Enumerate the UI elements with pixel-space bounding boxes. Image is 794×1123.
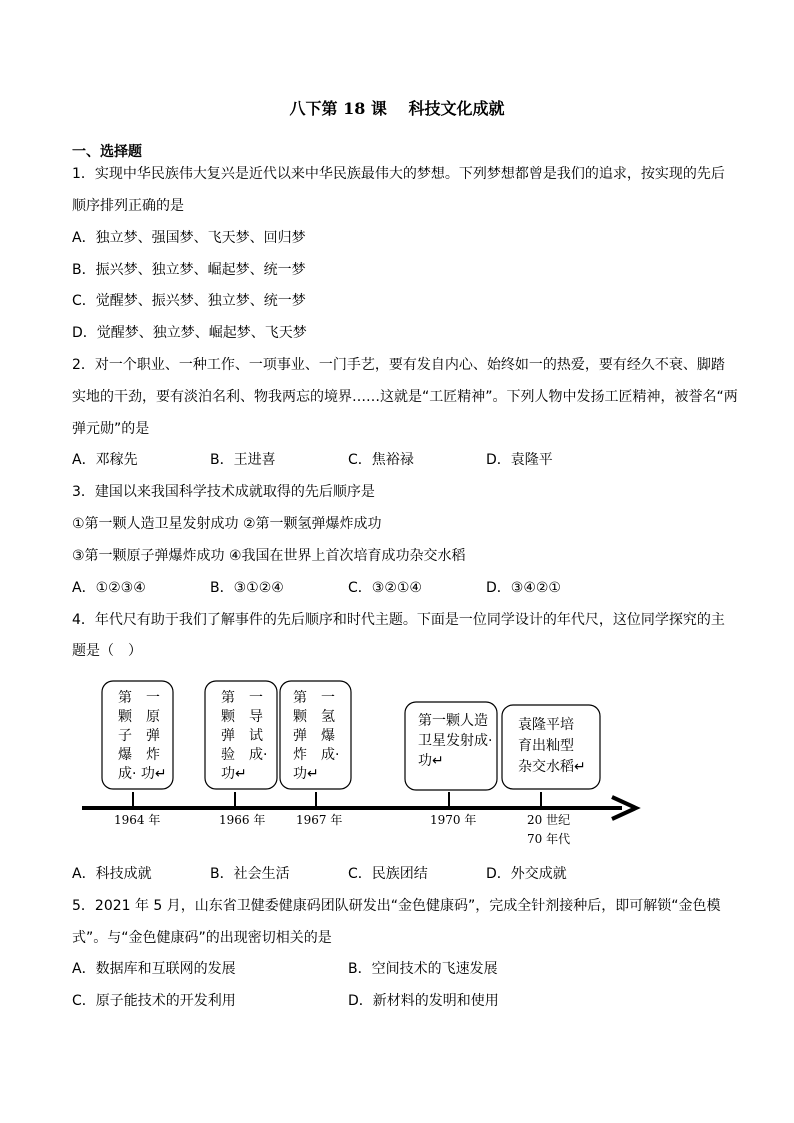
q2-option-c: C．焦裕禄 (348, 452, 414, 468)
q2-stem-line1: 2．对一个职业、一种工作、一项事业、一门手艺，要有发自内心、始终如一的热爱，要有经久不衰、脚踏 (72, 357, 725, 373)
timeline-box-2-line-3: 弹 试 (221, 728, 263, 744)
timeline-box-1-line-3: 子 弹 (118, 728, 160, 744)
timeline-box-2 (205, 681, 277, 789)
timeline-box-4-line-1: 第一颗人造 (418, 713, 488, 729)
q5-option-b: B．空间技术的飞速发展 (348, 961, 498, 977)
timeline-box-5-line-3: 杂交水稻↵ (518, 759, 586, 775)
q3-stem-line1: 3．建国以来我国科学技术成就取得的先后顺序是 (72, 484, 375, 500)
q1-option-b: B．振兴梦、独立梦、崛起梦、统一梦 (72, 262, 306, 278)
q2-stem-line2: 实地的干劲，要有淡泊名利、物我两忘的境界……这就是“工匠精神”。下列人物中发扬工匠精神，被誉名“两 (72, 389, 738, 405)
q4-option-b: B．社会生活 (210, 866, 290, 882)
timeline-box-1-line-4: 爆 炸 (118, 747, 160, 763)
timeline-label-1970: 1970 年 (430, 813, 477, 827)
timeline-box-4-line-2: 卫星发射成· (418, 733, 493, 749)
q1-option-d: D．觉醒梦、独立梦、崛起梦、飞天梦 (72, 325, 307, 341)
q1-option-a: A．独立梦、强国梦、飞天梦、回归梦 (72, 230, 306, 246)
q3-option-c: C．③②①④ (348, 580, 422, 596)
timeline-box-3-line-2: 颗 氢 (293, 709, 335, 725)
timeline-box-1-line-2: 颗 原 (118, 709, 160, 725)
q2-option-d: D．袁隆平 (486, 452, 553, 468)
q3-option-a: A．①②③④ (72, 580, 146, 596)
timeline-box-4-line-3: 功↵ (418, 753, 444, 769)
q3-option-d: D．③④②① (486, 580, 561, 596)
timeline-label-20th-century: 20 世纪 (527, 813, 571, 827)
q1-stem-line2: 顺序排列正确的是 (72, 198, 184, 214)
timeline-box-3-line-4: 炸 成· (293, 747, 340, 763)
timeline-ticks (133, 792, 541, 808)
q4-stem-line1: 4．年代尺有助于我们了解事件的先后顺序和时代主题。下面是一位同学设计的年代尺，这位同学探究的主 (72, 612, 725, 628)
timeline-box-2-line-4: 验 成· (221, 747, 268, 763)
q5-stem-line2: 式”。与“金色健康码”的出现密切相关的是 (72, 930, 332, 946)
q3-stem-line2: ①第一颗人造卫星发射成功 ②第一颗氢弹爆炸成功 (72, 516, 382, 532)
q2-option-a: A．邓稼先 (72, 452, 138, 468)
timeline-box-1-line-1: 第 一 (118, 690, 160, 706)
timeline-box-5-line-1: 袁隆平培 (518, 717, 574, 733)
timeline-label-1964: 1964 年 (114, 813, 161, 827)
timeline-box-2-line-2: 颗 导 (221, 709, 263, 725)
page-title: 八下第 18 课 科技文化成就 (289, 99, 505, 118)
q2-option-b: B．王进喜 (210, 452, 276, 468)
timeline-box-5 (502, 705, 600, 789)
q5-option-a: A．数据库和互联网的发展 (72, 961, 236, 977)
timeline-box-3-line-1: 第 一 (293, 690, 335, 706)
timeline-box-1 (102, 681, 173, 789)
q5-option-c: C．原子能技术的开发利用 (72, 993, 236, 1009)
q5-stem-line1: 5．2021 年 5 月，山东省卫健委健康码团队研发出“金色健康码”，完成全针剂接种后，即可解锁“金色模 (72, 898, 721, 914)
section-heading: 一、选择题 (72, 144, 142, 160)
timeline-box-3-line-3: 弹 爆 (293, 728, 335, 744)
q4-option-d: D．外交成就 (486, 866, 567, 882)
timeline-box-4 (405, 702, 497, 790)
timeline-box-5-line-2: 育出籼型 (518, 738, 574, 754)
timeline-figure (0, 670, 794, 870)
q5-option-d: D．新材料的发明和使用 (348, 993, 499, 1009)
q3-stem-line3: ③第一颗原子弹爆炸成功 ④我国在世界上首次培育成功杂交水稻 (72, 548, 466, 564)
q2-stem-line3: 弹元勋”的是 (72, 421, 150, 437)
q4-option-c: C．民族团结 (348, 866, 428, 882)
q1-option-c: C．觉醒梦、振兴梦、独立梦、统一梦 (72, 293, 306, 309)
timeline-box-1-line-5: 成· 功↵ (118, 766, 167, 782)
timeline-label-1967: 1967 年 (296, 813, 343, 827)
timeline-box-3 (280, 681, 351, 789)
timeline-box-3-line-5: 功↵ (293, 766, 319, 782)
timeline-box-2-line-1: 第 一 (221, 690, 263, 706)
q1-stem-line1: 1．实现中华民族伟大复兴是近代以来中华民族最伟大的梦想。下列梦想都曾是我们的追求，按实现的先后 (72, 166, 725, 182)
q4-option-a: A．科技成就 (72, 866, 152, 882)
timeline-label-1966: 1966 年 (219, 813, 266, 827)
timeline-box-2-line-5: 功↵ (221, 766, 247, 782)
q4-stem-line2: 题是（ ） (72, 643, 142, 659)
q3-option-b: B．③①②④ (210, 580, 284, 596)
timeline-label-70s: 70 年代 (527, 832, 571, 846)
